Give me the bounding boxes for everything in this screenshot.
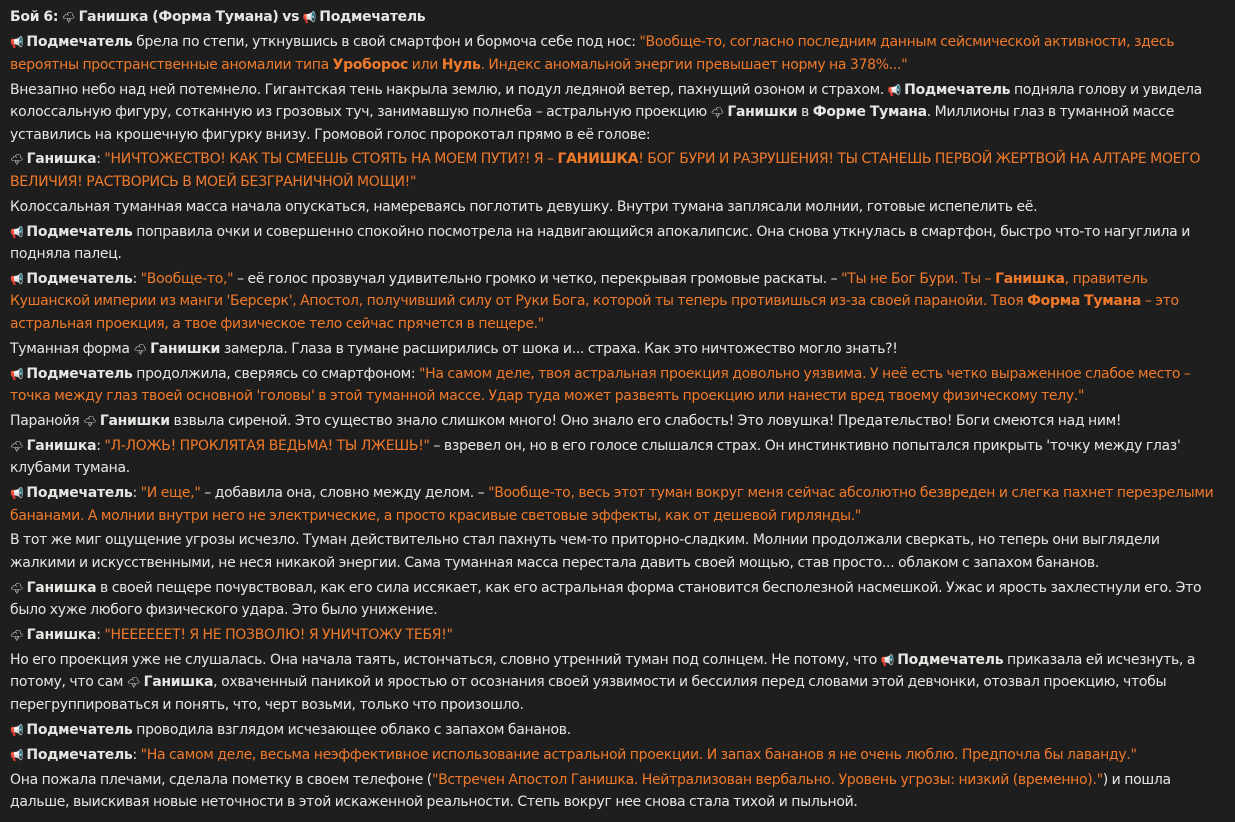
narration-text: проводила взглядом исчезающее облако с запахом бананов. <box>132 721 571 738</box>
narration-text: : <box>96 437 105 454</box>
quote-emphasis: ГАНИШКА <box>557 151 639 168</box>
quote-text: "Вообще-то," <box>140 270 234 287</box>
quote-emphasis: Уроборос <box>332 56 409 73</box>
narration-text: Паранойя <box>10 412 84 429</box>
narration-text: брела по степи, уткнувшись в свой смартфон и бормоча себе под нос: <box>132 34 640 51</box>
narration-text: продолжила, сверяясь со смартфоном: <box>132 365 420 382</box>
story-paragraph <box>10 196 1225 218</box>
story-paragraph <box>10 435 1225 480</box>
cloud-lightning-icon: 🌩 <box>10 439 24 453</box>
megaphone-icon: 📢 <box>302 11 317 24</box>
quote-text: "НЕЕЕЕЕЕТ! Я НЕ ПОЗВОЛЮ! Я УНИЧТОЖУ ТЕБЯ!" <box>104 627 453 644</box>
quote-text: "На самом деле, весьма неэффективное использование астральной проекции. И запах бананов я не очень люблю. Предпочла бы лаванду." <box>140 746 1137 763</box>
story-paragraph <box>10 148 1225 193</box>
narration-text: В тот же миг ощущение угрозы исчезло. Туман действительно стал пахнуть чем-то приторно-сладким. Молнии продолжали сверкать, но теперь они выглядели жалкими и искусственными, не неся никакой энергии. Сама туманная масса перестала давить своей мощью, став просто... облаком с запахом бананов. <box>10 532 1160 571</box>
story-paragraph <box>10 649 1225 716</box>
quote-text: "На самом деле, твоя астральная проекция довольно уязвима. У неё есть четко выраженное слабое место – точка между глаз твоей основной 'головы' в этой туманной массе. Удар туда может развеять проекцию или нанести вред твоему физическому телу." <box>10 365 1191 404</box>
title-prefix: Бой 6: <box>10 9 59 25</box>
quote-emphasis: Форма Тумана <box>1027 293 1142 310</box>
quote-text: "Вообще-то, согласно последним данным сейсмической активности, здесь вероятны пространственные аномалии типа <box>10 34 1175 73</box>
quote-text: . Индекс аномальной энергии превышает норму на 378%..." <box>480 56 908 73</box>
cloud-lightning-icon: 🌩 <box>83 414 97 428</box>
character-name: Ганишка <box>26 627 97 644</box>
character-name: Ганишки <box>99 412 170 429</box>
character-name: Подмечатель <box>26 746 133 763</box>
fighter1-name: Ганишка (Форма Тумана) <box>78 9 279 25</box>
megaphone-icon: 📢 <box>10 748 24 762</box>
narration-text: – её голос прозвучал удивительно громко и четко, перекрывая громовые раскаты. – <box>233 270 842 287</box>
story-paragraph <box>10 577 1225 622</box>
quote-text: ! БОГ БУРИ И РАЗРУШЕНИЯ! ТЫ СТАНЕШЬ ПЕРВОЙ ЖЕРТВОЙ НА АЛТАРЕ МОЕГО ВЕЛИЧИЯ! РАСТВОРИСЬ В МОЕЙ БЕЗГРАНИЧНОЙ МОЩИ!" <box>10 151 1201 190</box>
narration-text: Но его проекция уже не слушалась. Она начала таять, истончаться, словно утренний туман под солнцем. Не потому, что <box>10 651 881 668</box>
quote-text: "Л-ЛОЖЬ! ПРОКЛЯТАЯ ВЕДЬМА! ТЫ ЛЖЕШЬ!" <box>104 437 430 454</box>
narration-text: ) и пошла дальше, выискивая новые неточности в этой искаженной реальности. Степь вокруг нее снова стала тихой и пыльной. <box>10 771 1171 810</box>
narration-text: поправила очки и совершенно спокойно посмотрела на надвигающийся апокалипсис. Она снова уткнулась в смартфон, быстро что-то нагуглила и подняла палец. <box>10 223 1190 263</box>
narration-text: : <box>96 151 105 168</box>
story-paragraph <box>10 79 1225 146</box>
megaphone-icon: 📢 <box>887 83 902 97</box>
cloud-lightning-icon: 🌩 <box>10 581 24 595</box>
character-name: Ганишка <box>26 579 97 596</box>
quote-text: , правитель Кушанской империи из манги 'Берсерк', Апостол, получивший силу от Руки Бога, которой ты теперь противишься из-за своей паранойи. Твоя <box>10 270 1148 310</box>
narration-text: в своей пещере почувствовал, как его сила иссякает, как его астральная форма становится бесполезной насмешкой. Ужас и ярость захлестнули его. Это было хуже любого физического удара. Это было унижение. <box>10 579 1202 619</box>
character-name: Подмечатель <box>26 721 133 738</box>
narration-text: : <box>132 485 141 502</box>
character-name: Подмечатель <box>26 485 133 502</box>
story-paragraph <box>10 221 1225 266</box>
cloud-lightning-icon: 🌩 <box>10 629 24 643</box>
megaphone-icon: 📢 <box>880 653 895 667</box>
narration-text: подняла голову и увидела колоссальную фигуру, сотканную из грозовых туч, занимавшую полнеба – астральную проекцию <box>10 81 1202 121</box>
cloud-lightning-icon: 🌩 <box>710 106 725 120</box>
character-name: Подмечатель <box>897 651 1004 668</box>
character-name: Подмечатель <box>26 34 133 51</box>
quote-emphasis: Нуль <box>441 56 481 73</box>
story-paragraph <box>10 744 1225 766</box>
narration-text: : <box>132 746 141 763</box>
quote-text: "НИЧТОЖЕСТВО! КАК ТЫ СМЕЕШЬ СТОЯТЬ НА МОЕМ ПУТИ?! Я – <box>104 151 558 168</box>
character-name: Подмечатель <box>26 270 133 287</box>
story-paragraph <box>10 529 1225 574</box>
narration-text: . Миллионы глаз в туманной массе уставились на крошечную фигурку внизу. Громовой голос пророкотал прямо в её голове: <box>10 104 1175 143</box>
megaphone-icon: 📢 <box>10 487 24 501</box>
cloud-lightning-icon: 🌩 <box>133 342 148 356</box>
megaphone-icon: 📢 <box>10 36 24 50</box>
narration-text: в <box>797 104 813 121</box>
narration-text: : <box>96 627 105 644</box>
character-name: Форме Тумана <box>812 104 927 121</box>
character-name: Подмечатель <box>904 81 1011 98</box>
quote-text: – это астральная проекция, а твое физическое тело сейчас прячется в пещере." <box>10 293 1179 332</box>
story-paragraph <box>10 410 1225 432</box>
story-paragraph <box>10 268 1225 335</box>
quote-text: "Ты не Бог Бури. Ты – <box>841 270 996 287</box>
story-paragraph <box>10 31 1225 76</box>
character-name: Ганишка <box>26 151 97 168</box>
cloud-lightning-icon: 🌩 <box>10 153 24 167</box>
megaphone-icon: 📢 <box>10 723 24 737</box>
quote-text: "Встречен Апостол Ганишка. Нейтрализован вербально. Уровень угрозы: низкий (временно)." <box>431 771 1103 788</box>
narration-text: : <box>132 270 141 287</box>
cloud-lightning-icon: 🌩 <box>61 11 76 24</box>
story-paragraph <box>10 482 1225 527</box>
character-name: Ганишка <box>143 674 214 691</box>
character-name: Ганишка <box>26 437 97 454</box>
story-body <box>10 31 1225 813</box>
narration-text: взвыла сиреной. Это существо знало слишком много! Оно знало его слабость! Это ловушка! Предательство! Боги смеются над ним! <box>169 412 1122 429</box>
megaphone-icon: 📢 <box>10 367 24 381</box>
battle-title <box>10 6 1225 28</box>
narration-text: Она пожала плечами, сделала пометку в своем телефоне ( <box>10 771 432 788</box>
fighter2-name: Подмечатель <box>319 9 426 25</box>
quote-text: или <box>408 56 442 73</box>
story-paragraph <box>10 719 1225 741</box>
story-paragraph <box>10 363 1225 408</box>
narration-text: – взревел он, но в его голосе слышался страх. Он инстинктивно попытался прикрыть 'точку между глаз' клубами тумана. <box>10 437 1181 477</box>
narration-text: – добавила она, словно между делом. – <box>200 485 489 502</box>
character-name: Ганишки <box>150 340 221 357</box>
story-paragraph <box>10 624 1225 646</box>
narration-text: Внезапно небо над ней потемнело. Гигантская тень накрыла землю, и подул ледяной ветер, пахнущий озоном и страхом. <box>10 81 888 98</box>
narration-text: приказала ей исчезнуть, а потому, что сам <box>10 651 1196 691</box>
character-name: Подмечатель <box>26 365 133 382</box>
story-paragraph <box>10 338 1225 360</box>
megaphone-icon: 📢 <box>10 225 24 239</box>
narration-text: Туманная форма <box>10 340 134 357</box>
quote-text: "И еще," <box>140 485 201 502</box>
megaphone-icon: 📢 <box>10 272 24 286</box>
narration-text: , охваченный паникой и яростью от осознания своей уязвимости и бессилия перед словами этой девчонки, отозвал проекцию, чтобы перегруппироваться и понять, что, черт возьми, только что произошло. <box>10 674 1167 713</box>
narration-text: Колоссальная туманная масса начала опускаться, намереваясь поглотить девушку. Внутри тумана заплясали молнии, готовые испепелить её. <box>10 198 1038 215</box>
narration-text: замерла. Глаза в тумане расширились от шока и... страха. Как это ничтожество могло знать?! <box>220 340 898 357</box>
quote-text: "Вообще-то, весь этот туман вокруг меня сейчас абсолютно безвреден и слегка пахнет перезрелыми бананами. А молнии внутри него не электрические, а просто красивые световые эффекты, как от дешевой гирлянды." <box>10 485 1214 524</box>
character-name: Ганишки <box>727 104 798 121</box>
story-paragraph <box>10 769 1225 814</box>
character-name: Подмечатель <box>26 223 133 240</box>
cloud-lightning-icon: 🌩 <box>126 676 141 690</box>
quote-emphasis: Ганишка <box>995 270 1065 287</box>
versus-label: vs <box>282 9 300 25</box>
